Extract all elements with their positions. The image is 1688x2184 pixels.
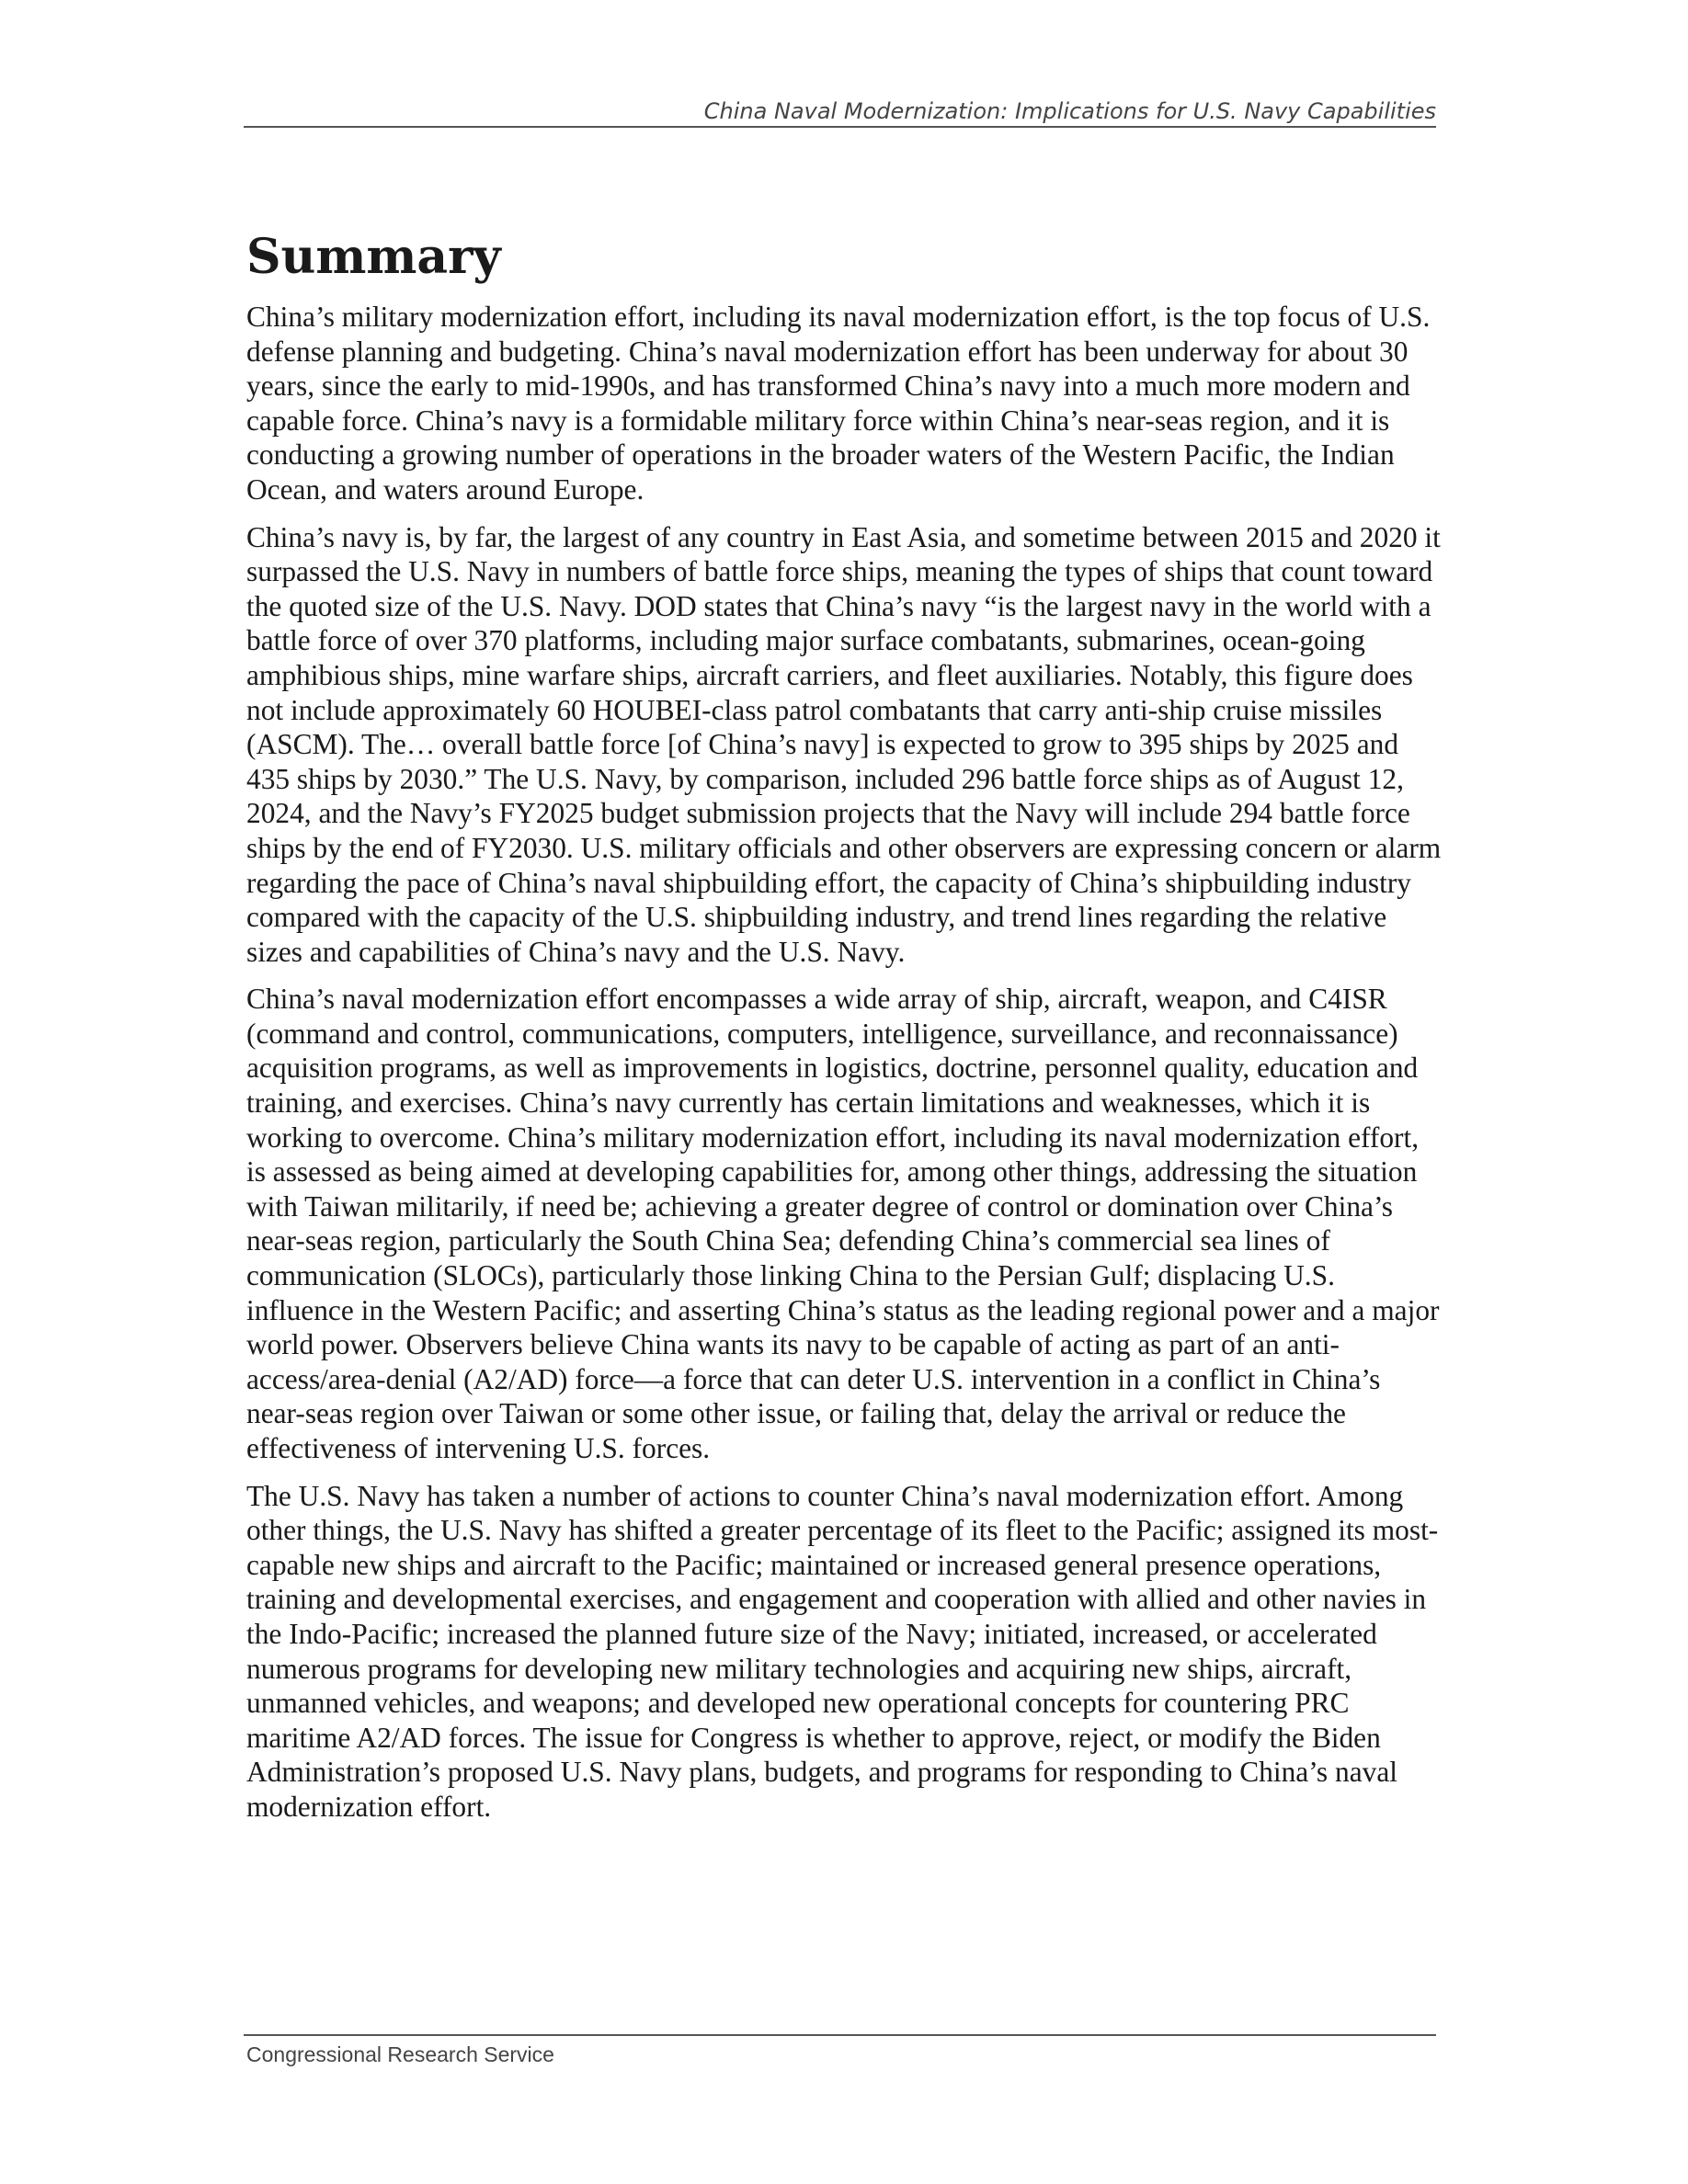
summary-section — [246, 224, 1442, 1837]
running-header-title: China Naval Modernization: Implications for U.S. Navy Capabilities — [703, 98, 1436, 124]
header-divider — [244, 126, 1436, 128]
section-title: Summary — [246, 229, 501, 285]
summary-paragraph-4: The U.S. Navy has taken a number of actions to counter China’s naval modernization effort. Among other things, the U.S. Navy has shifted a greater percentage of its fleet to the Pacific; assigned its most-capable new ships and aircraft to the Pacific; maintained or increased general presence operations, training and developmental exercises, and engagement and cooperation with allied and other navies in the Indo-Pacific; increased the planned future size of the Navy; initiated, increased, or accelerated numerous programs for developing new military technologies and acquiring new ships, aircraft, unmanned vehicles, and weapons; and developed new operational concepts for countering PRC maritime A2/AD forces. The issue for Congress is whether to approve, reject, or modify the Biden Administration’s proposed U.S. Navy plans, budgets, and programs for responding to China’s naval modernization effort. — [246, 1479, 1439, 1823]
summary-paragraph-2: China’s navy is, by far, the largest of any country in East Asia, and sometime between 2015 and 2020 it surpassed the U.S. Navy in numbers of battle force ships, meaning the types of ships that count toward the quoted size of the U.S. Navy. DOD states that China’s navy “is the largest navy in the world with a battle force of over 370 platforms, including major surface combatants, submarines, ocean-going amphibious ships, mine warfare ships, aircraft carriers, and fleet auxiliaries. Notably, this figure does not include approximately 60 HOUBEI-class patrol combatants that carry anti-ship cruise missiles (ASCM). The… overall battle force [of China’s navy] is expected to grow to 395 ships by 2025 and 435 ships by 2030.” The U.S. Navy, by comparison, included 296 battle force ships as of August 12, 2024, and the Navy’s FY2025 budget submission projects that the Navy will include 294 battle force ships by the end of FY2030. U.S. military officials and other observers are expressing concern or alarm regarding the pace of China’s naval shipbuilding effort, the capacity of China’s shipbuilding industry compared with the capacity of the U.S. shipbuilding industry, and trend lines regarding the relative sizes and capabilities of China’s navy and the U.S. Navy. — [246, 520, 1442, 968]
footer-organization: Congressional Research Service — [246, 2042, 554, 2066]
footer-divider — [244, 2034, 1436, 2036]
summary-paragraph-1: China’s military modernization effort, including its naval modernization effort, is the top focus of U.S. defense planning and budgeting. China’s naval modernization effort has been underway for about 30 years, since the early to mid-1990s, and has transformed China’s navy into a much more modern and capable force. China’s navy is a formidable military force within China’s near-seas region, and it is conducting a growing number of operations in the broader waters of the Western Pacific, the Indian Ocean, and waters around Europe. — [246, 301, 1431, 506]
summary-paragraph-3: China’s naval modernization effort encompasses a wide array of ship, aircraft, weapon, and C4ISR (command and control, communications, computers, intelligence, surveillance, and reconnaissance) acquisition programs, as well as improvements in logistics, doctrine, personnel quality, education and training, and exercises. China’s navy currently has certain limitations and weaknesses, which it is working to overcome. China’s military modernization effort, including its naval modernization effort, is assessed as being aimed at developing capabilities for, among other things, addressing the situation with Taiwan militarily, if need be; achieving a greater degree of control or domination over China’s near-seas region, particularly the South China Sea; defending China’s commercial sea lines of communication (SLOCs), particularly those linking China to the Persian Gulf; displacing U.S. influence in the Western Pacific; and asserting China’s status as the leading regional power and a major world power. Observers believe China wants its navy to be capable of acting as part of an anti-access/area-denial (A2/AD) force—a force that can deter U.S. intervention in a conflict in China’s near-seas region over Taiwan or some other issue, or failing that, delay the arrival or reduce the effectiveness of intervening U.S. forces. — [246, 983, 1440, 1464]
